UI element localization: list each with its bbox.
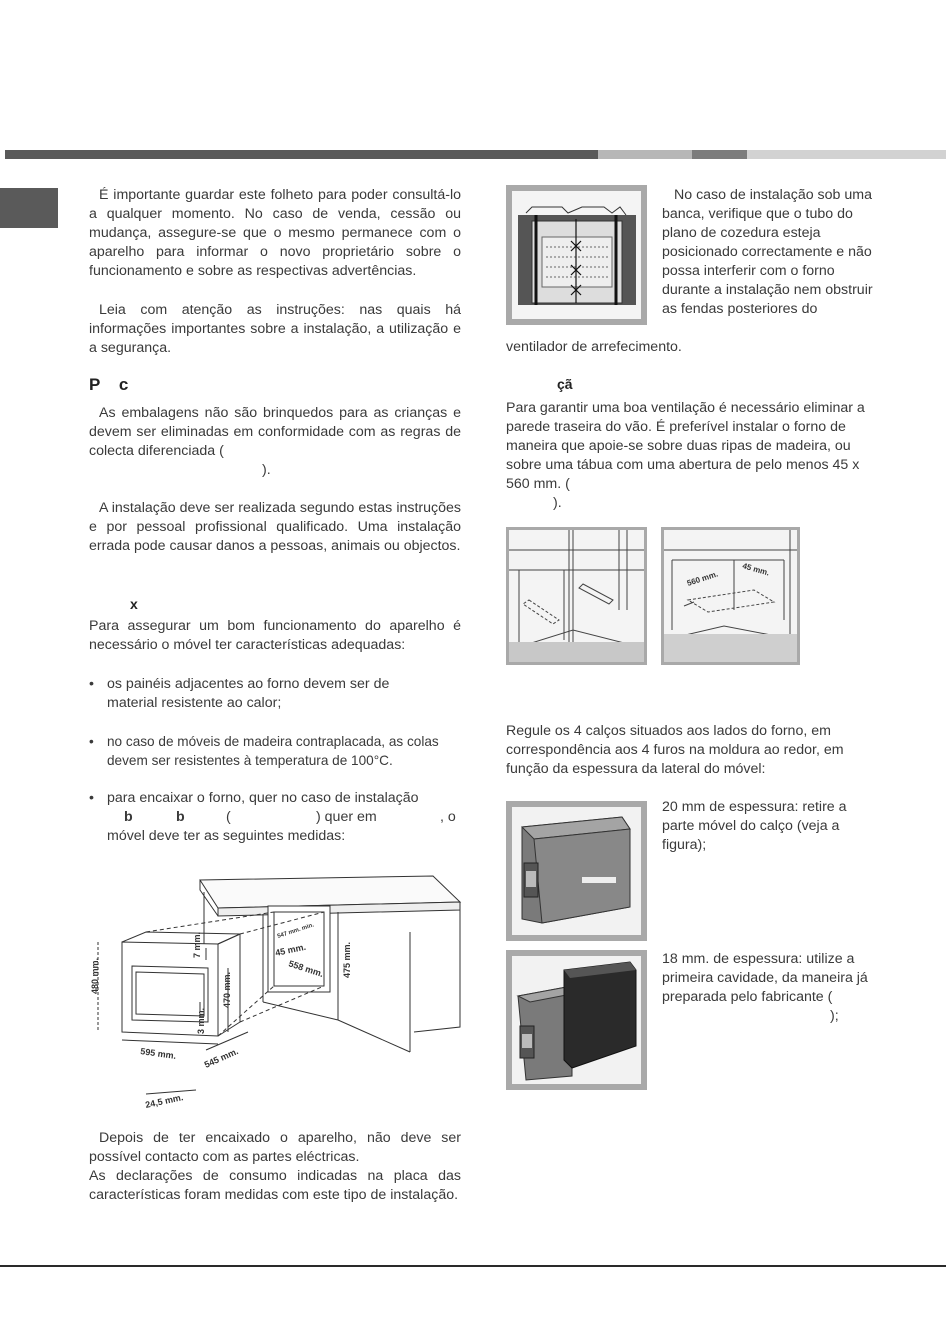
under-counter-image [506, 185, 647, 325]
dim-45: 45 mm. [274, 941, 307, 958]
heading-packaging: P c [89, 375, 129, 394]
packaging-paragraph-end: ). [262, 462, 271, 478]
header-bar-pale [747, 150, 946, 159]
furniture-paragraph: Para assegurar um bom funcionamento do aparelho é necessário o móvel ter características adequadas: [89, 618, 461, 653]
dim-470: 470 mm. [222, 971, 232, 1008]
shim-18mm-paragraph: 18 mm. de espessura: utilize a primeira cavidade, da maneira já preparada pelo fabricante ( [662, 951, 868, 1005]
bullet-bold-b1: b [124, 809, 133, 825]
bullet-line3: móvel deve ter as seguintes medidas: [107, 828, 346, 844]
bullet-text: no caso de móveis de madeira contraplacada, as colas devem ser resistentes à temperatura de 100°C. [107, 734, 439, 768]
footer-rule [0, 1265, 946, 1267]
header-bar-light [598, 150, 692, 159]
bullet-comma: , o [440, 809, 456, 825]
bullet-dot: • [89, 676, 94, 692]
installation-paragraph: A instalação deve ser realizada segundo estas instruções e por pessoal profissional qualificado. Uma instalação errada pode causar danos a pessoas, animais ou objectos. [89, 500, 461, 554]
dim-547-min: 547 mm. min. [276, 922, 315, 940]
bullet-heat-resistant [89, 675, 437, 713]
bullet-paren-open: ( [226, 809, 231, 825]
bullet-dot: • [89, 790, 94, 806]
dim-24-5: 24,5 mm. [144, 1092, 185, 1110]
dim-558: 558 mm. [287, 958, 325, 980]
packaging-paragraph: As embalagens não são brinquedos para as crianças e devem ser eliminadas em conformidade com as regras de colecta diferenciada ( [89, 405, 461, 459]
dim-475: 475 mm. [342, 941, 352, 978]
heading-embedding: x [130, 596, 138, 612]
dim-480: 480 mm. [90, 957, 100, 994]
bullet-measures [89, 789, 467, 808]
header-bar-mid [692, 150, 747, 159]
intro-paragraph: É importante guardar este folheto para poder consultá-lo a qualquer momento. No caso de venda, cessão ou mudança, assegure-se que o mesmo permanece com o aparelho para informar o novo proprietário sobre o funcionamento e sobre as respectivas advertências. [89, 187, 461, 279]
bullet-paren-close: ) quer em [316, 809, 377, 825]
dim-7: 7 mm. [192, 931, 202, 958]
shim-18mm-paragraph-end: ); [830, 1008, 839, 1024]
bullet-glue [89, 732, 467, 770]
vent-dim-45: 45 mm. [741, 561, 771, 578]
ventilation-image-left [506, 527, 647, 665]
header-bar-dark [5, 150, 598, 159]
heading-ventilation: çã [557, 376, 573, 392]
ventilation-image-right [661, 527, 800, 665]
shim-20mm-image [506, 801, 647, 941]
bullet-text: os painéis adjacentes ao forno devem ser de material resistente ao calor; [107, 676, 390, 711]
bullet-text: para encaixar o forno, quer no caso de instalação [107, 790, 419, 806]
section-tab [0, 188, 58, 228]
bullet-dot: • [89, 734, 94, 749]
dim-545: 545 mm. [202, 1046, 240, 1070]
after-install-paragraph: Depois de ter encaixado o aparelho, não deve ser possível contacto com as partes eléctricas. [89, 1130, 461, 1165]
consumption-paragraph: As declarações de consumo indicadas na placa das características foram medidas com este tipo de instalação. [89, 1168, 461, 1203]
installation-dimensions-diagram [88, 862, 466, 1112]
shim-18mm-image [506, 950, 647, 1090]
read-instructions-paragraph: Leia com atenção as instruções: nas quais há informações importantes sobre a instalação, a utilização e a segurança. [89, 302, 461, 356]
vent-dim-560: 560 mm. [685, 569, 720, 588]
dim-3: 3 mm. [196, 1007, 206, 1034]
shim-20mm-paragraph: 20 mm de espessura: retire a parte móvel do calço (veja a figura); [662, 799, 847, 853]
bullet-bold-b2: b [176, 809, 185, 825]
under-counter-paragraph-end: ventilador de arrefecimento. [506, 339, 682, 355]
ventilation-paragraph: Para garantir uma boa ventilação é necessário eliminar a parede traseira do vão. É preferível instalar o forno de maneira que apoie-se sobre duas ripas de madeira, ou sobre uma tábua com uma abertura de pelo menos 45 x 560 mm. ( [506, 400, 865, 492]
ventilation-paragraph-end: ). [553, 495, 562, 511]
shims-paragraph: Regule os 4 calços situados aos lados do forno, em correspondência aos 4 furos na moldura ao redor, em função da espessura da lateral do móvel: [506, 723, 844, 777]
under-counter-paragraph: No caso de instalação sob uma banca, verifique que o tubo do plano de cozedura esteja posicionado correctamente e não possa interferir com o forno durante a instalação nem obstruir as fendas posteriores do [662, 187, 873, 317]
dim-595: 595 mm. [139, 1046, 177, 1061]
